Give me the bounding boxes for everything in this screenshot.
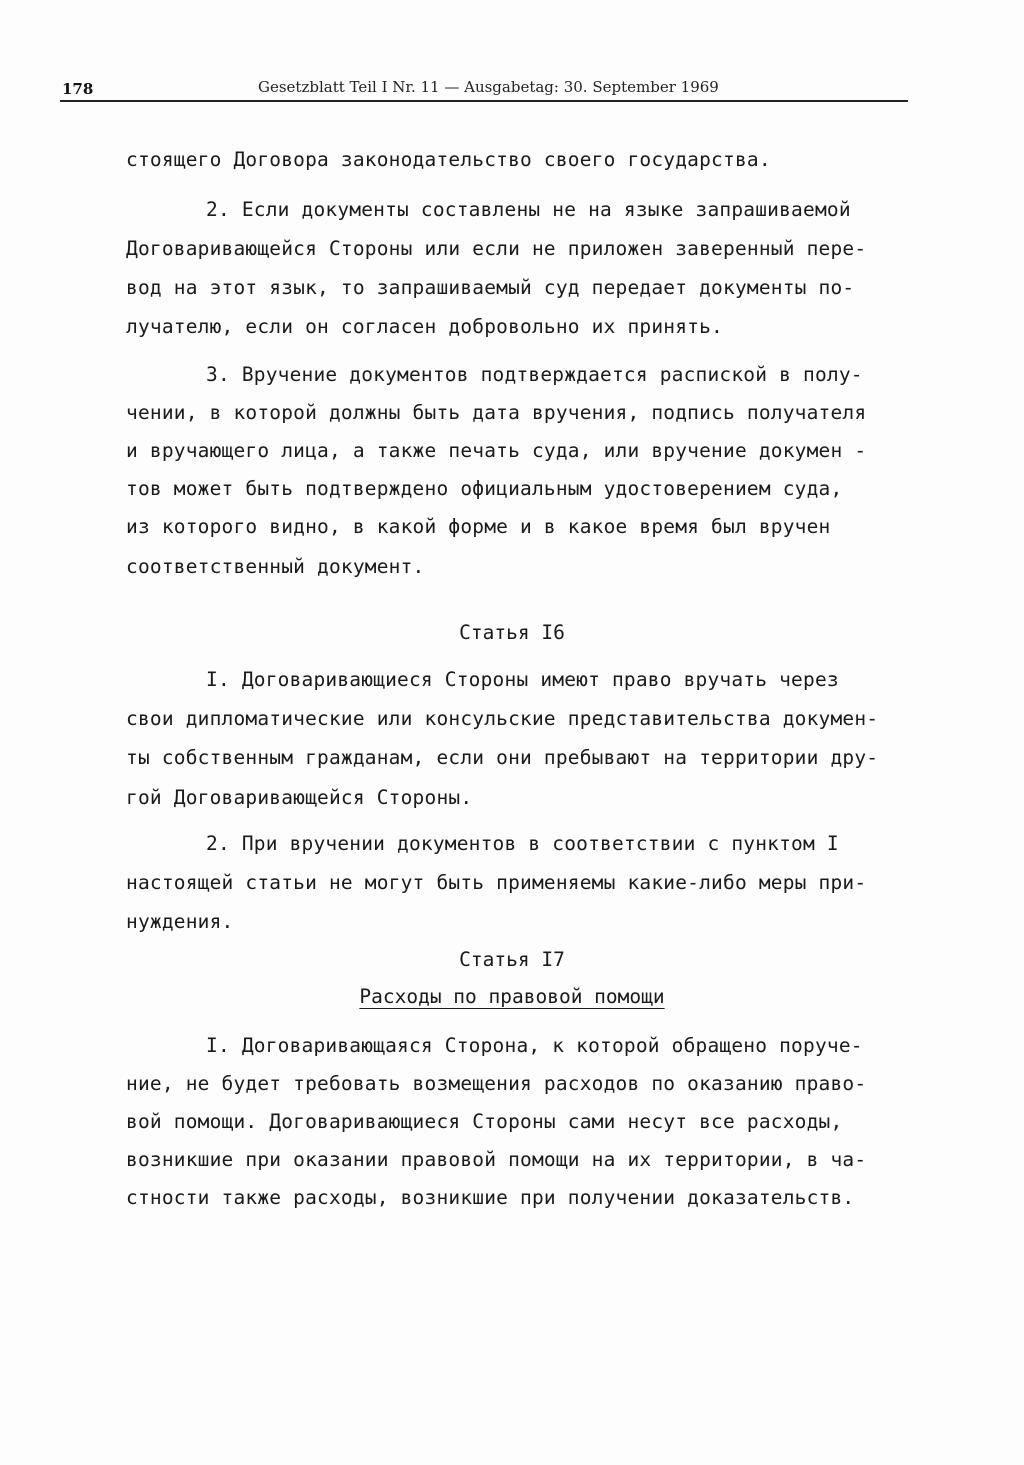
text-line: свои дипломатические или консульские представительства докумен- xyxy=(126,707,879,730)
text-line: лучателю, если он согласен добровольно их принять. xyxy=(126,315,723,338)
text-line: 2. Если документы составлены не на языке запрашиваемой xyxy=(206,198,851,221)
text-line: настоящей статьи не могут быть применяемы какие-либо меры при- xyxy=(126,871,867,894)
text-line: соответственный документ. xyxy=(126,555,425,578)
text-line: вод на этот язык, то запрашиваемый суд передает документы по- xyxy=(126,276,855,299)
text-line: нуждения. xyxy=(126,910,234,933)
article-17-heading: Статья I7 xyxy=(459,948,565,971)
text-line: ние, не будет требовать возмещения расходов по оказанию право- xyxy=(126,1072,867,1095)
header-rule xyxy=(60,100,908,102)
page-number: 178 xyxy=(62,80,94,98)
text-line: 2. При вручении документов в соответствии с пунктом I xyxy=(206,832,839,855)
gazette-header-title: Gesetzblatt Teil I Nr. 11 — Ausgabetag: 30. September 1969 xyxy=(258,78,719,96)
text-line: чении, в которой должны быть дата вручения, подпись получателя xyxy=(126,401,867,424)
article-17-subtitle: Расходы по правовой помощи xyxy=(359,985,665,1008)
text-line: Договаривающейся Стороны или если не приложен заверенный пере- xyxy=(126,237,867,260)
text-line: стоящего Договора законодательство своего государства. xyxy=(126,148,771,171)
text-line: гой Договаривающейся Стороны. xyxy=(126,786,473,809)
text-line: возникшие при оказании правовой помощи на их территории, в ча- xyxy=(126,1148,867,1171)
text-line: из которого видно, в какой форме и в какое время был вручен xyxy=(126,515,831,538)
text-line: тов может быть подтверждено официальным удостоверением суда, xyxy=(126,477,843,500)
text-line: I. Договаривающаяся Сторона, к которой обращено поруче- xyxy=(206,1034,863,1057)
text-line: I. Договаривающиеся Стороны имеют право вручать через xyxy=(206,668,839,691)
text-line: ты собственным гражданам, если они пребывают на территории дру- xyxy=(126,746,879,769)
text-line: и вручающего лица, а также печать суда, или вручение докумен - xyxy=(126,439,867,462)
text-line: стности также расходы, возникшие при получении доказательств. xyxy=(126,1186,855,1209)
text-line: вой помощи. Договаривающиеся Стороны сами несут все расходы, xyxy=(126,1110,843,1133)
text-line: 3. Вручение документов подтверждается распиской в полу- xyxy=(206,363,863,386)
article-16-heading: Статья I6 xyxy=(459,621,565,644)
